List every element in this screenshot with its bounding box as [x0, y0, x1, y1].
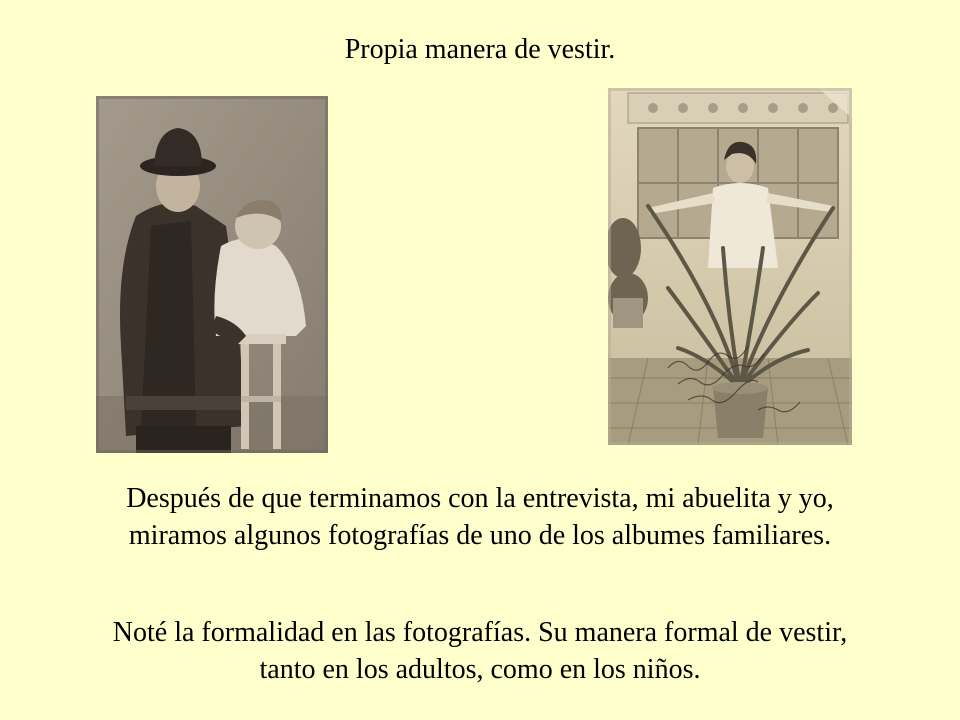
photo-woman-with-child	[96, 96, 328, 453]
photo-woman-with-plant	[608, 88, 852, 445]
vintage-photo-right-image	[608, 88, 852, 445]
vintage-photo-left-image	[96, 96, 328, 453]
paragraph-formality: Noté la formalidad en las fotografías. Su manera formal de vestir, tanto en los adultos, como en los niños.	[112, 617, 848, 685]
slide-title: Propia manera de vestir.	[344, 34, 616, 65]
paragraph-interview: Después de que terminamos con la entrevista, mi abuelita y yo, miramos algunos fotografías de uno de los albumes familiares.	[126, 483, 834, 551]
